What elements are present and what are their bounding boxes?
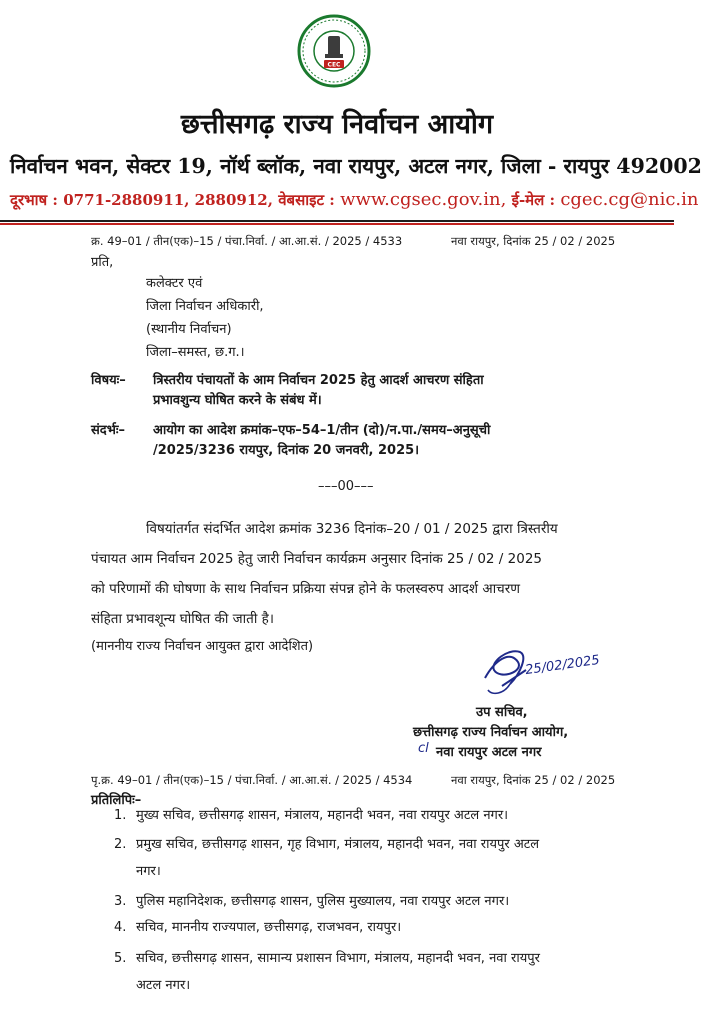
commission-emblem-logo [297,14,371,88]
copy-item-text-cont: अटल नगर। [136,978,191,993]
body-line-2: पंचायत आम निर्वाचन 2025 हेतु जारी निर्वाचन कार्यक्रम अनुसार दिनांक 25 / 02 / 2025 [91,551,542,567]
website-label: वेबसाइट : [278,191,335,209]
signatory-office: छत्तीसगढ़ राज्य निर्वाचन आयोग, [413,725,569,740]
header-divider [0,220,674,225]
body-line-1: विषयांतर्गत संदर्भित आदेश क्रमांक 3236 दिनांक–20 / 01 / 2025 द्वारा त्रिस्तरीय [146,521,558,537]
to-label: प्रति, [91,255,114,270]
copy-item-number: 4. [114,920,127,935]
reference-line-1: आयोग का आदेश क्रमांक–एफ–54–1/तीन (दो)/न.पा./समय–अनुसूची [153,423,491,438]
body-line-3: को परिणामों की घोषणा के साथ निर्वाचन प्रक्रिया संपन्न होने के फलस्वरुप आदर्श आचरण [91,581,520,597]
copy-item-number: 5. [114,951,127,966]
recipient-line-2: जिला निर्वाचन अधिकारी, [146,299,264,314]
copy-item-5 [114,945,540,972]
email-link[interactable]: cgec.cg@nic.in [560,189,699,210]
copy-item-text-cont: नगर। [136,864,161,879]
reference-line-2: /2025/3236 रायपुर, दिनांक 20 जनवरी, 2025। [153,443,420,458]
copy-ref-number: पृ.क्र. 49–01 / तीन(एक)–15 / पंचा.निर्वा. / आ.आ.सं. / 2025 / 4534 [91,773,413,787]
separator: –––00––– [318,479,374,494]
recipient-line-3: (स्थानीय निर्वाचन) [146,322,232,337]
website-link[interactable]: www.cgsec.gov.in, [340,189,507,210]
copy-item-text: सचिव, छत्तीसगढ़ शासन, सामान्य प्रशासन विभाग, मंत्रालय, महानदी भवन, नवा रायपुर [136,951,540,966]
copy-item-2-cont [136,858,161,885]
copy-item-text: प्रमुख सचिव, छत्तीसगढ़ शासन, गृह विभाग, मंत्रालय, महानदी भवन, नवा रायपुर अटल [136,837,540,852]
copy-ref-date: नवा रायपुर, दिनांक 25 / 02 / 2025 [451,773,616,787]
copy-item-number: 3. [114,894,127,909]
emblem-abbr: CEC [327,61,341,69]
copy-item-5-cont [136,972,190,999]
email-label: ई-मेल : [511,191,556,209]
initials-mark: cl [418,741,429,756]
subject-label: विषयः– [91,373,126,388]
copy-item-3 [114,888,510,915]
phone-number: 0771-2880911, 2880912, [63,191,273,209]
org-address: निर्वाचन भवन, सेक्टर 19, नॉर्थ ब्लॉक, नवा रायपुर, अटल नगर, जिला - रायपुर 492002 [10,154,702,178]
copy-item-number: 2. [114,837,127,852]
ref-date: नवा रायपुर, दिनांक 25 / 02 / 2025 [451,234,616,248]
subject-line-2: प्रभावशुन्य घोषित करने के संबंध में। [153,393,322,408]
copy-item-text: पुलिस महानिदेशक, छत्तीसगढ़ शासन, पुलिस मुख्यालय, नवा रायपुर अटल नगर। [136,894,510,909]
ref-number: क्र. 49–01 / तीन(एक)–15 / पंचा.निर्वा. / आ.आ.सं. / 2025 / 4533 [91,234,403,248]
org-title: छत्तीसगढ़ राज्य निर्वाचन आयोग [180,109,494,140]
recipient-line-1: कलेक्टर एवं [146,276,203,291]
copy-item-4 [114,914,402,941]
body-line-4: संहिता प्रभावशून्य घोषित की जाती है। [91,611,274,627]
recipient-line-4: जिला–समस्त, छ.ग.। [146,345,245,360]
subject-line-1: त्रिस्तरीय पंचायतों के आम निर्वाचन 2025 हेतु आदर्श आचरण संहिता [153,373,484,388]
letter-reference [91,234,616,249]
copy-item-2 [114,831,540,858]
handwritten-date: 25/02/2025 [524,652,601,679]
reference-label: संदर्भः– [91,423,125,438]
copy-item-1 [114,802,509,829]
copy-item-number: 1. [114,808,127,823]
contact-line [10,189,699,210]
copy-item-text: मुख्य सचिव, छत्तीसगढ़ शासन, मंत्रालय, महानदी भवन, नवा रायपुर अटल नगर। [136,808,509,823]
copy-label: प्रतिलिपिः– [91,793,142,808]
phone-label: दूरभाष : [10,191,58,209]
signatory-place: नवा रायपुर अटल नगर [436,745,542,760]
copy-reference [91,773,616,788]
copy-item-text: सचिव, माननीय राज्यपाल, छत्तीसगढ़, राजभवन, रायपुर। [136,920,402,935]
signatory-designation: उप सचिव, [476,705,528,720]
authority-note: (माननीय राज्य निर्वाचन आयुक्त द्वारा आदेशित) [91,639,314,654]
